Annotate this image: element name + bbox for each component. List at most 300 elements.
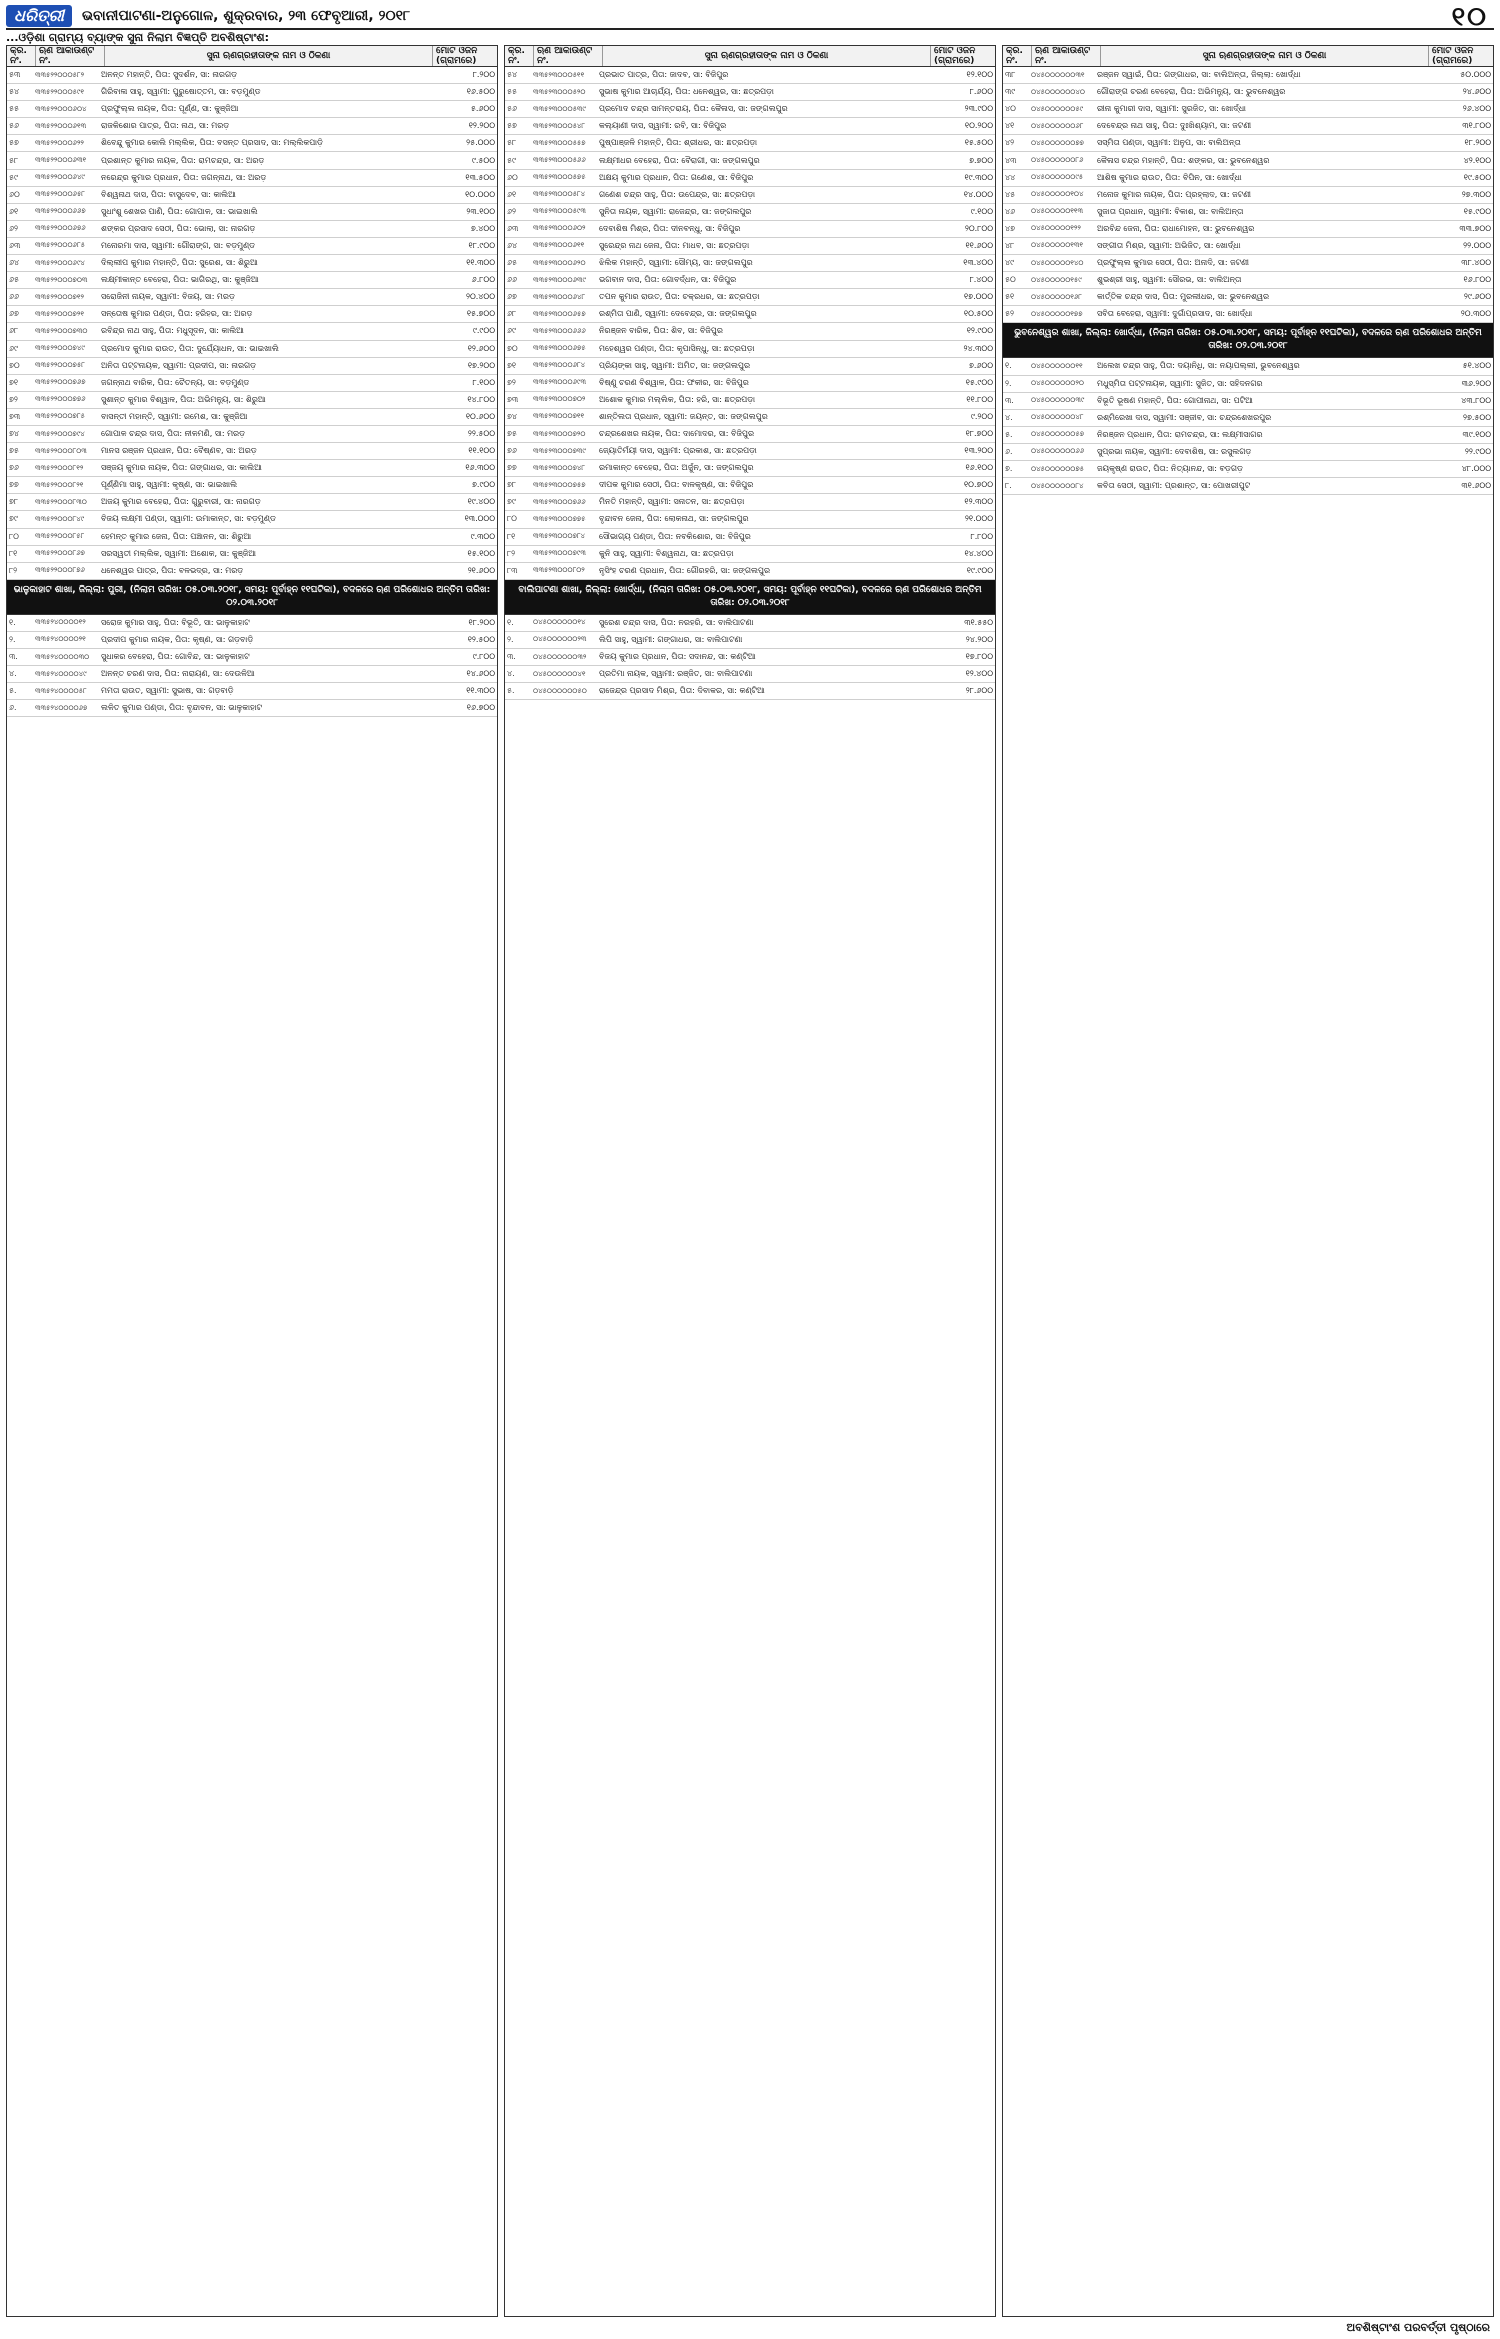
table-row <box>505 323 995 340</box>
table-row <box>505 460 995 477</box>
loan-account-number: ୩୩୫୨୨୦୦୦୬୩୧ <box>35 156 87 165</box>
gold-weight-grams: ୪୮.୦୦୦ <box>1461 464 1491 474</box>
borrower-name-address: ରଶ୍ମିତା ପାଣି, ସ୍ୱାମୀ: ଦେବେନ୍ଦ୍ର, ସା: ଜଙ୍ଗଲପୁର <box>599 309 757 319</box>
gold-weight-grams: ୮.୮୦୦ <box>970 531 993 541</box>
loan-account-number: ୩୩୫୨୨୦୦୦୫୯୧ <box>35 87 85 96</box>
borrower-name-address: ଚନ୍ଦ୍ରଶେଖର ନାୟକ, ପିତା: ଦାମୋଦର, ସା: ବିଜିପୁର <box>599 429 755 439</box>
table-row <box>1003 101 1493 118</box>
table-row <box>1003 358 1493 375</box>
serial-number: ୬୪ <box>9 258 20 268</box>
borrower-name-address: ରାଜକିଶୋର ପାତ୍ର, ପିତା: ନାଥ, ସା: ମରଡ଼ <box>101 121 230 131</box>
loan-account-number: ୦୪୫୦୦୦୦୦୦୬୮ <box>1031 121 1084 130</box>
loan-account-number: ୦୪୫୦୦୦୦୦୧୭୭ <box>1031 309 1083 318</box>
gold-weight-grams: ୧୪.୮୦୦ <box>467 394 495 404</box>
loan-account-number: ୩୩୫୨୩୦୦୦୬୮୪ <box>533 361 586 370</box>
borrower-name-address: ଲକ୍ଷ୍ମୀଧର ବେହେରା, ପିତା: ବୈରାଗୀ, ସା: ଜଙ୍ଗଲପୁର <box>599 155 760 165</box>
serial-number: ୭. <box>1005 464 1013 474</box>
serial-number: ୬୬ <box>9 292 20 302</box>
borrower-name-address: ଅଲେଖ ଚନ୍ଦ୍ର ସାହୁ, ପିତା: ଦୟାନିଧି, ସା: ନୟାପଲ୍ଲୀ, ଭୁବନେଶ୍ୱର <box>1097 361 1300 371</box>
borrower-name-address: ଗିରିବାଳା ସାହୁ, ସ୍ୱାମୀ: ପୁରୁଷୋତ୍ତମ, ସା: ବଡ଼ମୁଣ୍ଡ <box>101 87 261 97</box>
table-row <box>505 101 995 118</box>
serial-number: ୮୧ <box>9 548 18 558</box>
loan-account-number: ୩୩୫୨୩୦୦୦୬୫୭ <box>533 309 586 318</box>
serial-number: ୩୯ <box>1005 87 1016 97</box>
table-header <box>6 45 498 67</box>
serial-number: ୭୫ <box>9 446 19 456</box>
gold-weight-grams: ୨୬.୪୦୦ <box>1462 104 1491 114</box>
gold-weight-grams: ୧୦.୫୦୦ <box>963 309 993 319</box>
borrower-name-address: ମନୋରମା ଦାସ, ସ୍ୱାମୀ: ଗୌରାଙ୍ଗ, ସା: ବଡ଼ମୁଣ୍ଡ <box>101 240 256 250</box>
serial-number: ୭୩ <box>9 411 21 421</box>
loan-account-number: ୦୪୫୦୦୦୦୦୦୯୫ <box>1031 173 1084 182</box>
borrower-name-address: ଭଗବାନ ଦାସ, ପିତା: ଗୋବର୍ଦ୍ଧନ, ସା: ବିଜିପୁର <box>599 275 737 285</box>
table-row <box>1003 118 1493 135</box>
gold-weight-grams: ୧୦.୬୦୦ <box>465 411 495 421</box>
loan-account-number: ୩୩୫୨୩୦୦୦୬୧୧ <box>533 241 585 250</box>
table-row <box>1003 376 1493 393</box>
gold-weight-grams: ୧୧.୮୦୦ <box>966 394 993 404</box>
loan-account-number: ୦୪୫୦୦୦୦୦୦୩୧ <box>1031 70 1085 79</box>
borrower-name-address: ହେମନ୍ତ କୁମାର ଜେନା, ପିତା: ପଞ୍ଚାନନ, ସା: ଶିରୁଆ <box>101 531 252 541</box>
serial-number: ୬୮ <box>9 326 19 336</box>
gold-weight-grams: ୨୩.୧୦୦ <box>466 206 495 216</box>
gold-weight-grams: ୨୪.୨୦୦ <box>965 634 993 644</box>
loan-account-number: ୦୪୫୦୦୦୦୦୦୪୧ <box>533 669 586 678</box>
serial-number: ୫. <box>1005 429 1013 439</box>
gold-weight-grams: ୭.୯୦୦ <box>472 480 495 490</box>
loan-account-number: ୦୪୫୦୦୦୦୦୦୨୩ <box>533 635 587 644</box>
serial-number: ୫. <box>9 686 17 696</box>
borrower-name-address: ସଞ୍ଜୟ କୁମାର ନାୟକ, ପିତା: ଗଙ୍ଗାଧର, ସା: କାଲିଆ <box>101 463 262 473</box>
table-row <box>7 649 497 666</box>
gold-weight-grams: ୩୩.୭୦୦ <box>1459 223 1491 233</box>
borrower-name-address: ଦେବାଶିଷ ମିଶ୍ର, ପିତା: ଦୀନବନ୍ଧୁ, ସା: ବିଜିପୁର <box>599 223 741 233</box>
borrower-name-address: ପ୍ରତିମା ନାୟକ, ସ୍ୱାମୀ: ରଞ୍ଜିତ, ସା: ବାଲିପାଟଣା <box>599 669 753 679</box>
borrower-name-address: ସୌଭାଗ୍ୟ ପଣ୍ଡା, ପିତା: ନବକିଶୋର, ସା: ବିଜିପୁର <box>599 531 751 541</box>
table-row <box>7 392 497 409</box>
borrower-name-address: ଅନନ୍ତ ଚରଣ ଦାସ, ପିତା: ନାରାୟଣ, ସା: ଦେଉଳିଆ <box>101 669 255 679</box>
borrower-name-address: ଝିଲିକ ମହାନ୍ତି, ସ୍ୱାମୀ: ସୌମ୍ୟ, ସା: ଜଙ୍ଗଲପୁର <box>599 258 753 268</box>
table-row <box>7 170 497 187</box>
borrower-name-address: ପ୍ରଫୁଲ୍ଲ ନାୟକ, ପିତା: ପୂର୍ଣ୍ଣ, ସା: କୁଞ୍ଜିଆ <box>101 104 239 114</box>
loan-account-number: ୩୩୫୨୩୦୦୦୭୫୭ <box>533 480 586 489</box>
gold-weight-grams: ୧୮.୭୦୦ <box>965 429 993 439</box>
borrower-name-address: ପ୍ରମୋଦ ଚନ୍ଦ୍ର ସାମନ୍ତରାୟ, ପିତା: କୈଳାସ, ସା: ଜଙ୍ଗଲପୁର <box>599 104 788 114</box>
table-row <box>7 341 497 358</box>
loan-account-number: ୩୩୫୨୨୦୦୦୬୮୫ <box>35 241 85 250</box>
gold-weight-grams: ୩୧.୫୫୦ <box>964 617 993 627</box>
loan-account-number: ୩୩୫୨୩୦୦୦୫୫୭ <box>533 138 586 147</box>
borrower-name-address: ଶୁଭଶ୍ରୀ ସାହୁ, ସ୍ୱାମୀ: ସୌରଭ, ସା: ବାଲିଅନ୍ତା <box>1097 275 1242 285</box>
loan-account-number: ୩୩୫୨୨୦୦୦୭୩୦ <box>35 326 88 335</box>
serial-number: ୫୭ <box>9 138 19 148</box>
serial-number: ୩. <box>1005 395 1014 405</box>
serial-number: ୫୬ <box>9 121 20 131</box>
loan-account-number: ୦୪୫୦୦୦୦୦୧୨୨ <box>1031 224 1081 233</box>
serial-number: ୪୫ <box>1005 189 1016 199</box>
gold-weight-grams: ୧୭.୨୦୦ <box>467 360 495 370</box>
serial-number: ୪୬ <box>1005 206 1016 216</box>
serial-number: ୭୧ <box>507 360 517 370</box>
borrower-name-address: ବୃନ୍ଦାବନ ଜେନା, ପିତା: ଲୋକନାଥ, ସା: ଜଙ୍ଗଲପୁର <box>599 514 749 524</box>
gold-weight-grams: ୧୭.୮୦୦ <box>965 652 993 662</box>
gold-weight-grams: ୯.୧୦୦ <box>970 206 993 216</box>
serial-number: ୫୦ <box>1005 275 1016 285</box>
table-body <box>1002 67 1494 2317</box>
serial-number: ୫୯ <box>9 172 18 182</box>
gold-weight-grams: ୨୭.୩୦୦ <box>1461 189 1491 199</box>
serial-number: ୭୪ <box>507 411 518 421</box>
loan-account-number: ୩୩୫୨୨୦୦୦୮୨୧ <box>35 480 84 489</box>
table-row <box>7 238 497 255</box>
gold-weight-grams: ୨୩.୯୦୦ <box>964 104 993 114</box>
loan-account-number: ୩୩୫୨୩୦୦୦୬୨୦ <box>533 258 586 267</box>
table-row <box>1003 152 1493 169</box>
loan-account-number: ୩୩୫୨୨୦୦୦୬୬୭ <box>35 207 86 216</box>
masthead <box>6 4 1494 30</box>
table-row <box>7 358 497 375</box>
gold-weight-grams: ୧୯.୫୦୦ <box>1463 172 1491 182</box>
borrower-name-address: ରବିନ୍ଦ୍ର ନାଥ ସାହୁ, ପିତା: ମଧୁସୂଦନ, ସା: କାଲିଆ <box>101 326 244 336</box>
table-row <box>7 306 497 323</box>
loan-account-number: ୩୩୫୨୩୦୦୦୬୬୬ <box>533 326 586 335</box>
table-row <box>505 152 995 169</box>
table-row <box>505 341 995 358</box>
loan-account-number: ୩୩୫୨୩୦୦୦୬୯୩ <box>533 378 586 387</box>
gold-weight-grams: ୧୬.୫୦୦ <box>466 87 495 97</box>
borrower-name-address: ଲଳିତ କୁମାର ପଣ୍ଡା, ପିତା: ବୃନ୍ଦାବନ, ସା: ଭାଳୁକାହାଟ <box>101 703 263 713</box>
loan-account-number: ୩୩୫୨୩୦୦୦୬୦୨ <box>533 224 586 233</box>
borrower-name-address: ଦିଲ୍ଲୀପ କୁମାର ମହାନ୍ତି, ପିତା: ସୁରେଶ, ସା: ଶିରୁଆ <box>101 258 258 268</box>
borrower-name-address: ଲକ୍ଷ୍ମୀକାନ୍ତ ବେହେରା, ପିତା: ଭାଗିରଥି, ସା: କୁଞ୍ଜିଆ <box>101 275 259 285</box>
gold-weight-grams: ୧୦.୭୦୦ <box>964 480 993 490</box>
table-row <box>7 323 497 340</box>
dateline: ଭବାନୀପାଟଣା-ଅନୁଗୋଳ, ଶୁକ୍ରବାର, ୨୩ ଫେବୃଆରୀ, ୨୦୧୮ <box>81 8 411 24</box>
loan-account-number: ୩୩୫୨୨୦୦୦୮୫୮ <box>35 532 85 541</box>
table-row <box>7 460 497 477</box>
table-row <box>505 118 995 135</box>
table-row <box>505 187 995 204</box>
gold-weight-grams: ୧୪.୪୦୦ <box>964 548 993 558</box>
gold-weight-grams: ୧୨.୯୦୦ <box>966 326 993 336</box>
table-row <box>1003 204 1493 221</box>
table-row <box>7 289 497 306</box>
serial-number: ୫୯ <box>507 155 516 165</box>
serial-number: ୪୪ <box>1005 172 1016 182</box>
borrower-name-address: ଆଶିଷ କୁମାର ରାଉତ, ପିତା: ବିପିନ, ସା: ଖୋର୍ଦ୍ଧା <box>1097 172 1242 182</box>
serial-number: ୮୨ <box>9 565 18 575</box>
borrower-name-address: ମହେଶ୍ୱର ପଣ୍ଡା, ପିତା: କୃପାସିନ୍ଧୁ, ସା: ଛତ୍ରପଡ଼ା <box>599 343 755 353</box>
borrower-name-address: ପ୍ରିୟଙ୍କା ସାହୁ, ସ୍ୱାମୀ: ଅମିତ, ସା: ଜଙ୍ଗଲପୁର <box>599 360 751 370</box>
gold-weight-grams: ୧୬.୩୦୦ <box>465 463 495 473</box>
borrower-name-address: କୁନି ସାହୁ, ସ୍ୱାମୀ: ବିଶ୍ୱନାଥ, ସା: ଛତ୍ରପଡ଼ା <box>599 548 734 558</box>
serial-number: ୫୪ <box>507 70 518 80</box>
serial-number: ୪୭ <box>1005 223 1016 233</box>
borrower-name-address: ସୁଧାକର ବେହେରା, ପିତା: ଗୋବିନ୍ଦ, ସା: ଭାଳୁକାହାଟ <box>101 652 250 662</box>
borrower-name-address: ପ୍ରଶାନ୍ତ କୁମାର ନାୟକ, ପିତା: ରାମଚନ୍ଦ୍ର, ସା: ଅରଡ଼ <box>101 155 265 165</box>
table-row <box>7 546 497 563</box>
borrower-name-address: ଜୟକୃଷ୍ଣ ରାଉତ, ପିତା: ନିତ୍ୟାନନ୍ଦ, ସା: ବଡ଼ଗଡ଼ <box>1097 464 1243 474</box>
loan-account-number: ୩୩୫୨୨୦୦୦୬୭୬ <box>35 224 86 233</box>
serial-number: ୬୦ <box>9 189 20 199</box>
header-weight: ମୋଟ ଓଜନ (ଗ୍ରାମରେ) <box>436 46 478 66</box>
gold-weight-grams: ୨୨.୯୦୦ <box>1464 446 1491 456</box>
gold-weight-grams: ୬.୮୦୦ <box>471 275 495 285</box>
gold-weight-grams: ୨୨.୦୦୦ <box>1463 240 1491 250</box>
serial-number: ୬୧ <box>9 206 19 216</box>
table-row <box>7 563 497 580</box>
borrower-name-address: ପୁଷ୍ପାଞ୍ଜଳି ମହାନ୍ତି, ପିତା: ଶ୍ରୀଧର, ସା: ଛତ୍ରପଡ଼ା <box>599 138 758 148</box>
serial-number: ୭୯ <box>9 514 18 524</box>
loan-account-number: ୩୩୫୨୨୦୦୦୫୮୨ <box>35 70 85 79</box>
loan-account-number: ୦୪୫୦୦୦୦୦୧୧୩ <box>1031 207 1084 216</box>
table-row <box>1003 221 1493 238</box>
borrower-name-address: ସୁନିତା ନାୟକ, ସ୍ୱାମୀ: ରାଜେନ୍ଦ୍ର, ସା: ଜଙ୍ଗଲପୁର <box>599 206 752 216</box>
header-account: ଋଣ ଆକାଉଣ୍ଟ ନଂ. <box>1032 46 1101 66</box>
table-row <box>1003 170 1493 187</box>
loan-account-number: ୩୩୫୨୩୦୦୦୫୨୦ <box>533 87 586 96</box>
serial-number: ୬୮ <box>507 309 517 319</box>
loan-account-number: ୩୩୫୨୩୦୦୦୫୧୧ <box>533 70 585 79</box>
gold-weight-grams: ୧୫.୯୦୦ <box>965 377 993 387</box>
loan-account-number: ୩୩୫୨୨୦୦୦୮୩୦ <box>35 497 87 506</box>
table-row <box>7 187 497 204</box>
gold-weight-grams: ୧୦.୨୦୦ <box>964 121 993 131</box>
gold-weight-grams: ୧୫.୭୦୦ <box>466 309 495 319</box>
gold-weight-grams: ୧୨.୬୦୦ <box>467 343 495 353</box>
serial-number: ୫୩ <box>9 70 21 80</box>
loan-account-number: ୩୩୫୨୩୦୦୦୫୮୪ <box>533 190 586 199</box>
table-row <box>7 118 497 135</box>
gold-weight-grams: ୧୬.୧୦୦ <box>965 463 993 473</box>
gold-weight-grams: ୧୪.୦୦୦ <box>963 189 993 199</box>
borrower-name-address: ସରୋଜ କୁମାର ସାହୁ, ପିତା: ବିଭୂତି, ସା: ଭାଳୁକାହାଟ <box>101 617 250 627</box>
loan-account-number: ୩୩୫୨୨୦୦୦୮୧୨ <box>35 463 84 472</box>
gold-weight-grams: ୩୧.୬୦୦ <box>1461 481 1491 491</box>
serial-number: ୭୨ <box>507 377 516 387</box>
gold-weight-grams: ୨୪.୩୦୦ <box>963 343 993 353</box>
loan-account-number: ୩୩୫୨୨୦୦୦୬୦୪ <box>35 104 87 113</box>
borrower-name-address: ବିଷ୍ଣୁ ଚରଣ ବିଶ୍ୱାଳ, ପିତା: ଫକୀର, ସା: ବିଜିପୁର <box>599 377 749 387</box>
table-row <box>1003 427 1493 444</box>
header-name: ସୁନା ଋଣଗ୍ରହୀତାଙ୍କ ନାମ ଓ ଠିକଣା <box>603 46 931 66</box>
serial-number: ୪୨ <box>1005 138 1015 148</box>
serial-number: ୭୩ <box>507 394 519 404</box>
gold-weight-grams: ୭.୬୦୦ <box>968 360 993 370</box>
notice-column-3 <box>1002 45 1494 2317</box>
loan-account-number: ୦୪୫୦୦୦୦୦୦୪୦ <box>1031 87 1085 96</box>
header-weight: ମୋଟ ଓଜନ (ଗ୍ରାମରେ) <box>934 46 976 66</box>
gold-weight-grams: ୨୨.୫୦୦ <box>467 429 495 439</box>
table-row <box>1003 238 1493 255</box>
gold-weight-grams: ୯.୩୦୦ <box>470 531 495 541</box>
table-row <box>7 84 497 101</box>
header-name: ସୁନା ଋଣଗ୍ରହୀତାଙ୍କ ନାମ ଓ ଠିକଣା <box>1101 46 1429 66</box>
table-row <box>7 67 497 84</box>
serial-number: ୭୦ <box>507 343 518 353</box>
borrower-name-address: ସୁଜାତା ପ୍ରଧାନ, ସ୍ୱାମୀ: ବିକାଶ, ସା: ବାଲିଅନ୍ତା <box>1097 206 1244 216</box>
header-name: ସୁନା ଋଣଗ୍ରହୀତାଙ୍କ ନାମ ଓ ଠିକଣା <box>105 46 433 66</box>
borrower-name-address: ଅଶୋକ କୁମାର ମଲ୍ଲିକ, ପିତା: ହରି, ସା: ଛତ୍ରପଡ଼ା <box>599 394 756 404</box>
serial-number: ୫୬ <box>507 104 518 114</box>
serial-number: ୮୩ <box>507 565 518 575</box>
loan-account-number: ୦୪୫୦୦୦୦୦୦୬୬ <box>1031 447 1085 456</box>
gold-weight-grams: ୧୧.୩୦୦ <box>466 686 495 696</box>
serial-number: ୧. <box>1005 361 1012 371</box>
borrower-name-address: ଅଜୟ କୁମାର ବେହେରା, ପିତା: ଗୁରୁବାରୀ, ସା: ନାରଗଡ଼ <box>101 497 261 507</box>
borrower-name-address: କାର୍ତ୍ତିକ ଚନ୍ଦ୍ର ଦାସ, ପିତା: ମୁରଲୀଧର, ସା: ଭୁବନେଶ୍ୱର <box>1097 292 1270 302</box>
serial-number: ୪. <box>507 669 515 679</box>
borrower-name-address: ସୁରେଶ ଚନ୍ଦ୍ର ଦାସ, ପିତା: ନରହରି, ସା: ବାଲିପାଟଣା <box>599 617 754 627</box>
serial-number: ୩. <box>9 652 18 662</box>
serial-number: ୬୯ <box>9 343 18 353</box>
serial-number: ୮. <box>1005 481 1012 491</box>
borrower-name-address: ଅନିତା ପଟ୍ଟନାୟକ, ସ୍ୱାମୀ: ପ୍ରଦୀପ, ସା: ନାରଗଡ଼ <box>101 360 257 370</box>
page-number: ୧୦ <box>1451 2 1488 32</box>
gold-weight-grams: ୧୫.୯୦୦ <box>1463 206 1491 216</box>
borrower-name-address: ଜ୍ୟୋତିର୍ମୟୀ ଦାସ, ସ୍ୱାମୀ: ପ୍ରକାଶ, ସା: ଛତ୍ରପଡ଼ା <box>599 446 757 456</box>
gold-weight-grams: ୨୦.୩୦୦ <box>1460 309 1491 319</box>
borrower-name-address: ବିଜୟ ଲକ୍ଷ୍ମୀ ପଣ୍ଡା, ସ୍ୱାମୀ: ଉମାକାନ୍ତ, ସା: ବଡ଼ମୁଣ୍ଡ <box>101 514 276 524</box>
loan-account-number: ୦୪୫୦୦୦୦୦୦୧୧ <box>1031 361 1083 370</box>
borrower-name-address: ଜଗନ୍ନାଥ ବାରିକ, ପିତା: ଚୈତନ୍ୟ, ସା: ବଡ଼ମୁଣ୍ଡ <box>101 377 250 387</box>
gold-weight-grams: ୫୦.୦୦୦ <box>1460 70 1491 80</box>
gold-weight-grams: ୮.୨୦୦ <box>472 70 495 80</box>
gold-weight-grams: ୧୨.୪୦୦ <box>965 669 993 679</box>
serial-number: ୬୫ <box>507 258 518 268</box>
borrower-name-address: ଅକ୍ଷୟ କୁମାର ପ୍ରଧାନ, ପିତା: ଗଣେଶ, ସା: ବିଜିପୁର <box>599 172 754 182</box>
loan-account-number: ୦୪୫୦୦୦୦୦୦୮୪ <box>1031 481 1084 490</box>
serial-number: ୫୨ <box>1005 309 1014 319</box>
table-row <box>505 67 995 84</box>
borrower-name-address: ଗଣେଶ ଚନ୍ଦ୍ର ସାହୁ, ପିତା: ଉପେନ୍ଦ୍ର, ସା: ଛତ୍ରପଡ଼ା <box>599 189 756 199</box>
serial-number: ୭୯ <box>507 497 516 507</box>
gold-weight-grams: ୯.୫୦୦ <box>471 155 495 165</box>
borrower-name-address: ମମତା ରାଉତ, ସ୍ୱାମୀ: ସୁଭାଷ, ସା: ଗଡ଼ବାଡ଼ି <box>101 686 234 696</box>
table-row <box>1003 444 1493 461</box>
serial-number: ୫୫ <box>507 87 517 97</box>
loan-account-number: ୩୩୫୨୩୦୦୦୬୭୫ <box>533 344 586 353</box>
serial-number: ୬୭ <box>9 309 19 319</box>
table-row <box>7 272 497 289</box>
table-row <box>505 615 995 632</box>
loan-account-number: ୩୩୫୨୪୦୦୦୦୪୯ <box>35 669 87 678</box>
loan-account-number: ୦୪୫୦୦୦୦୦୧୩୧ <box>1031 241 1084 250</box>
loan-account-number: ୩୩୫୨୨୦୦୦୬୨୨ <box>35 138 84 147</box>
serial-number: ୬୫ <box>9 275 20 285</box>
serial-number: ୮୨ <box>507 548 516 558</box>
table-row <box>505 375 995 392</box>
borrower-name-address: ଗୌରାଙ୍ଗ ଚରଣ ବେହେରା, ପିତା: ଅଭିମନ୍ୟୁ, ସା: ଭୁବନେଶ୍ୱର <box>1097 87 1286 97</box>
gold-weight-grams: ୨୭.୫୦୦ <box>1463 412 1491 422</box>
loan-account-number: ୩୩୫୨୨୦୦୦୭୨୧ <box>35 309 84 318</box>
loan-account-number: ୩୩୫୨୩୦୦୦୫୭୫ <box>533 173 586 182</box>
newspaper-logo: ଧରିତ୍ରୀ <box>6 5 72 27</box>
loan-account-number: ୩୩୫୨୨୦୦୦୭୫୮ <box>35 361 85 370</box>
table-row <box>505 306 995 323</box>
loan-account-number: ୦୪୫୦୦୦୦୦୦୧୪ <box>533 618 586 627</box>
borrower-name-address: ଦୀପକ କୁମାର ସେଠୀ, ପିତା: ବାଳକୃଷ୍ଣ, ସା: ବିଜିପୁର <box>599 480 754 490</box>
loan-account-number: ୩୩୫୨୨୦୦୦୭୮୫ <box>35 412 85 421</box>
table-row <box>505 289 995 306</box>
gold-weight-grams: ୧୩.୫୦୦ <box>465 172 495 182</box>
table-body <box>504 67 996 2317</box>
table-row <box>7 152 497 169</box>
gold-weight-grams: ୨୦.୮୦୦ <box>964 223 993 233</box>
borrower-name-address: ସନ୍ତୋଷ କୁମାର ପଣ୍ଡା, ପିତା: ହରିହର, ସା: ଅରଡ଼ <box>101 309 253 319</box>
serial-number: ୬୭ <box>507 292 517 302</box>
gold-weight-grams: ୧୧.୩୦୦ <box>466 258 495 268</box>
serial-number: ୪୦ <box>1005 104 1016 114</box>
gold-weight-grams: ୧୨.୩୦୦ <box>964 497 993 507</box>
table-row <box>7 255 497 272</box>
gold-weight-grams: ୧୯.୩୦୦ <box>964 172 993 182</box>
borrower-name-address: ପ୍ରଭାତ ପାତ୍ର, ପିତା: ଜାଦବ, ସା: ବିଜିପୁର <box>599 70 729 80</box>
gold-weight-grams: ୯.୮୦୦ <box>472 652 495 662</box>
serial-number: ୪୧ <box>1005 121 1015 131</box>
gold-weight-grams: ୧୧.୧୦୦ <box>468 446 495 456</box>
loan-account-number: ୩୩୫୨୨୦୦୦୬୫୮ <box>35 190 85 199</box>
loan-account-number: ୩୩୫୨୨୦୦୦୭୯୪ <box>35 429 85 438</box>
loan-account-number: ୩୩୫୨୨୦୦୦୭୦୩ <box>35 275 88 284</box>
table-row <box>1003 272 1493 289</box>
borrower-name-address: ସବିତା ବେହେରା, ସ୍ୱାମୀ: ଦୁର୍ଗାପ୍ରସାଦ, ସା: ଖୋର୍ଦ୍ଧା <box>1097 309 1253 319</box>
table-row <box>7 101 497 118</box>
table-row <box>7 494 497 511</box>
gold-weight-grams: ୧୮.୨୦୦ <box>468 617 495 627</box>
table-row <box>505 255 995 272</box>
serial-number: ୩. <box>507 652 516 662</box>
borrower-name-address: ସୁଭାଷ କୁମାର ଆଚାର୍ଯ୍ୟ, ପିତା: ଧନେଶ୍ୱର, ସା: ଛତ୍ରପଡ଼ା <box>599 87 774 97</box>
loan-account-number: ୩୩୫୨୨୦୦୦୮୪୯ <box>35 514 85 523</box>
serial-number: ୭୪ <box>9 429 20 439</box>
table-row <box>505 135 995 152</box>
table-row <box>7 409 497 426</box>
loan-account-number: ୦୪୫୦୦୦୦୦୧୫୯ <box>1031 275 1082 284</box>
gold-weight-grams: ୧୭.୦୦୦ <box>964 292 993 302</box>
borrower-name-address: ମନୋଜ କୁମାର ନାୟକ, ପିତା: ପ୍ରହ୍ଲାଦ, ସା: ଜଟଣୀ <box>1097 189 1251 199</box>
loan-account-number: ୩୩୫୨୨୦୦୦୮୭୬ <box>35 566 85 575</box>
borrower-name-address: ସଙ୍ଗୀତା ମିଶ୍ର, ସ୍ୱାମୀ: ଅଭିଜିତ, ସା: ଖୋର୍ଦ୍ଧା <box>1097 240 1241 250</box>
table-row <box>7 135 497 152</box>
table-row <box>7 375 497 392</box>
table-row <box>1003 135 1493 152</box>
table-row <box>1003 306 1493 323</box>
borrower-name-address: କୈଳାସ ଚନ୍ଦ୍ର ମହାନ୍ତି, ପିତା: ଶଙ୍କର, ସା: ଭୁବନେଶ୍ୱର <box>1097 155 1270 165</box>
serial-number: ୨. <box>507 634 514 644</box>
borrower-name-address: ପ୍ରଦୀପ କୁମାର ନାୟକ, ପିତା: କୃଷ୍ଣ, ସା: ଗଡ଼ବାଡ଼ି <box>101 634 254 644</box>
serial-number: ୭୨ <box>9 394 18 404</box>
gold-weight-grams: ୧୩.୦୦୦ <box>464 514 495 524</box>
loan-account-number: ୩୩୫୨୨୦୦୦୬୧୩ <box>35 121 87 130</box>
serial-number: ୭୧ <box>9 377 19 387</box>
serial-number: ୭୬ <box>507 446 517 456</box>
gold-weight-grams: ୭.୪୦୦ <box>470 223 495 233</box>
branch-auction-banner: ଭାଳୁକାହାଟ ଶାଖା, ଜିଲ୍ଲା: ପୁରୀ, (ନିଲାମ ତାରିଖ: ୦୫.୦୩.୨୦୧୮, ସମୟ: ପୂର୍ବାହ୍ନ ୧୧ଘଟିକା), ବଦଳରେ ଋଣ ପରିଶୋଧର ଅନ୍ତିମ ତାରିଖ: ୦୨.୦୩.୨୦୧୮ <box>7 580 497 615</box>
continued-note: ଅବଶିଷ୍ଟାଂଶ ପରବର୍ତ୍ତୀ ପୃଷ୍ଠାରେ <box>1346 2321 1490 2334</box>
loan-account-number: ୩୩୫୨୩୦୦୦୫୩୯ <box>533 104 586 113</box>
serial-number: ୮୦ <box>9 531 19 541</box>
borrower-name-address: ଗୋପାଳ ଚନ୍ଦ୍ର ଦାସ, ପିତା: ନୀଳମଣି, ସା: ମରଡ଼ <box>101 429 246 439</box>
borrower-name-address: ସସ୍ମିତା ପଣ୍ଡା, ସ୍ୱାମୀ: ଅନୁପ, ସା: ବାଲିଅନ୍ତା <box>1097 138 1241 148</box>
gold-weight-grams: ୫୧.୪୦୦ <box>1462 361 1491 371</box>
branch-auction-banner: ବାଲିପାଟଣା ଶାଖା, ଜିଲ୍ଲା: ଖୋର୍ଦ୍ଧା, (ନିଲାମ ତାରିଖ: ୦୫.୦୩.୨୦୧୮, ସମୟ: ପୂର୍ବାହ୍ନ ୧୧ଘଟିକା), ବଦଳରେ ଋଣ ପରିଶୋଧର ଅନ୍ତିମ ତାରିଖ: ୦୨.୦୩.୨୦୧୮ <box>505 580 995 615</box>
borrower-name-address: ସରୋଜିନୀ ନାୟକ, ସ୍ୱାମୀ: ବିଜୟ, ସା: ମରଡ଼ <box>101 292 235 302</box>
gold-weight-grams: ୩୬.୨୦୦ <box>1461 378 1491 388</box>
borrower-name-address: ରଞ୍ଜନ ସ୍ୱାଇଁ, ପିତା: ଗଙ୍ଗାଧର, ସା: ବାଲିଅନ୍ତା, ଜିଲ୍ଲା: ଖୋର୍ଦ୍ଧା <box>1097 70 1301 80</box>
serial-number: ୨. <box>9 634 16 644</box>
loan-account-number: ୦୪୫୦୦୦୦୦୦୩୨ <box>533 652 587 661</box>
